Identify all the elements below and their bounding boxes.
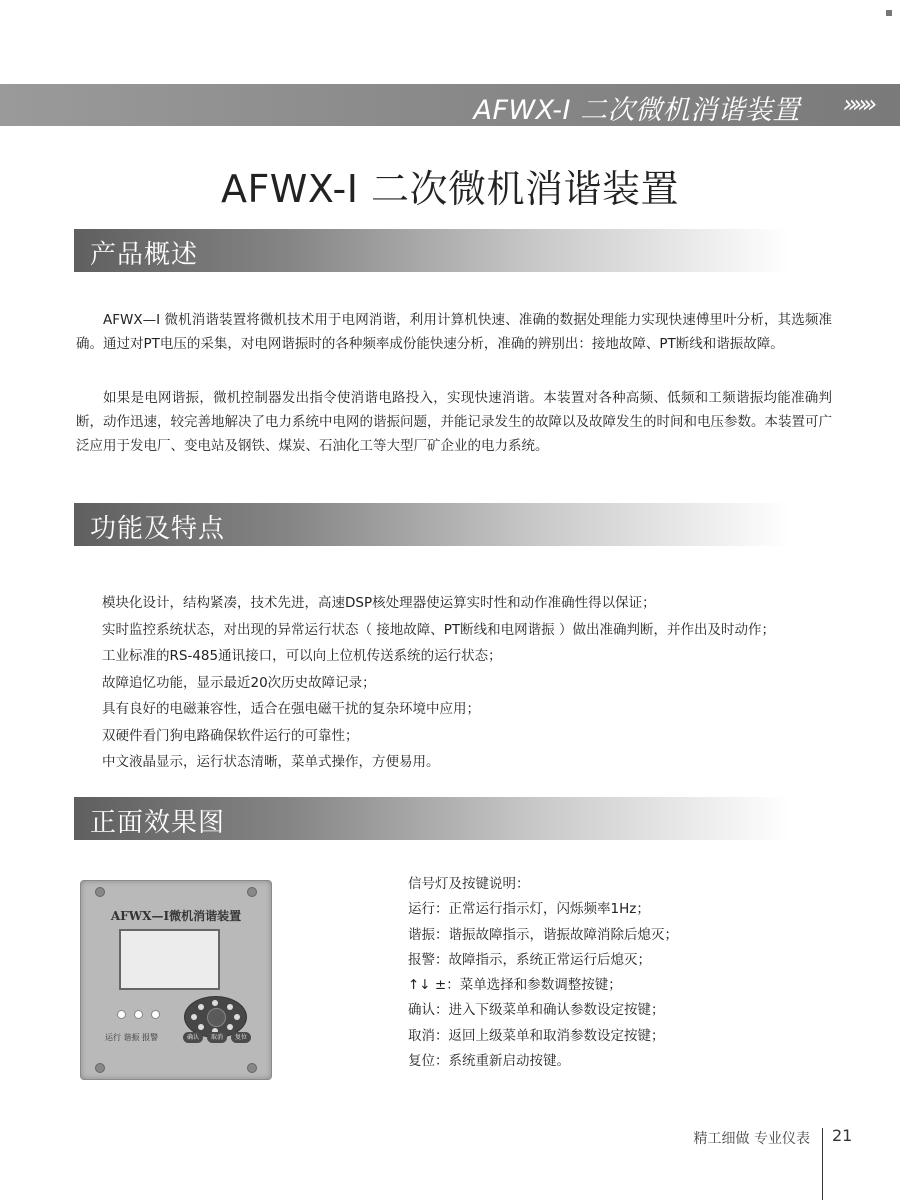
screw-icon <box>95 887 105 897</box>
section-title: 功能及特点 <box>90 514 226 544</box>
banner-title: AFWX-I 二次微机消谐装置 <box>473 95 800 126</box>
key-info-item: 运行：正常运行指示灯，闪烁频率1Hz； <box>408 901 650 918</box>
screw-icon <box>247 1063 257 1073</box>
led-caption: 运行 谐振 报警 <box>105 1033 159 1042</box>
overview-paragraph: 如果是电网谐振，微机控制器发出指令使消谐电路投入，实现快速消谐。本装置对各种高频、低频和工频谐振均能准确判断，动作迅速，较完善地解决了电力系统中电网的谐振问题，并能记录发生的故障以及故障发生的时间和电压参数。本装置可广泛应用于发电厂、变电站及钢铁、煤炭、石油化工等大型厂矿企业的电力系统。 <box>76 390 832 454</box>
overview-paragraph: AFWX—I 微机消谐装置将微机技术用于电网消谐，利用计算机快速、准确的数据处理能力实现快速傅里叶分析，其选频准确。通过对PT电压的采集，对电网谐振时的各种频率成份能快速分析，准确的辨别出：接地故障、PT断线和谐振故障。 <box>76 312 832 352</box>
feature-item: 模块化设计，结构紧凑，技术先进，高速DSP核处理器使运算实时性和动作准确性得以保证； <box>102 595 656 611</box>
indicator-lights <box>117 1004 168 1023</box>
lcd-screen <box>119 929 220 990</box>
device-label: AFWX—I微机消谐装置 <box>110 909 242 923</box>
screw-icon <box>95 1063 105 1073</box>
reset-button: 复位 <box>231 1032 251 1043</box>
section-title: 正面效果图 <box>90 808 226 838</box>
screw-icon <box>247 887 257 897</box>
keypad-dot-icon <box>227 1004 233 1010</box>
section-title: 产品概述 <box>90 240 199 270</box>
resonance-led-icon <box>134 1010 143 1019</box>
key-info-item: 复位：系统重新启动按键。 <box>408 1053 570 1070</box>
keypad-dot-icon <box>227 1024 233 1030</box>
key-info-heading: 信号灯及按键说明： <box>408 876 530 892</box>
corner-mark <box>886 10 892 16</box>
key-info-item: 确认：进入下级菜单和确认参数设定按键； <box>408 1002 665 1019</box>
page-title: AFWX-I 二次微机消谐装置 <box>220 167 680 211</box>
page-number: 21 <box>832 1126 853 1145</box>
feature-item: 具有良好的电磁兼容性，适合在强电磁干扰的复杂环境中应用； <box>102 701 480 717</box>
section-header-features <box>74 503 790 546</box>
section-header-front-view <box>74 797 790 840</box>
feature-item: 实时监控系统状态，对出现的异常运行状态（ 接地故障、PT断线和电网谐振 ）做出准确判断，并作出及时动作； <box>102 621 775 638</box>
feature-item: 故障追忆功能，显示最近20次历史故障记录； <box>102 674 376 691</box>
footer-divider <box>822 1128 823 1200</box>
cancel-button: 取消 <box>207 1032 227 1043</box>
keypad-dot-icon <box>198 1004 204 1010</box>
key-info-item: 取消：返回上级菜单和取消参数设定按键； <box>408 1027 665 1044</box>
minus-icon <box>234 1014 240 1020</box>
footer-slogan: 精工细做 专业仪表 <box>693 1131 810 1147</box>
key-info-item: 谐振：谐振故障指示，谐振故障消除后熄灭； <box>408 926 678 943</box>
feature-item: 双硬件看门狗电路确保软件运行的可靠性； <box>102 727 359 744</box>
feature-list <box>102 590 775 776</box>
feature-item: 工业标准的RS-485通讯接口，可以向上位机传送系统的运行状态； <box>102 648 502 664</box>
section-header-overview <box>74 229 790 272</box>
plus-icon <box>191 1014 197 1020</box>
device-front-panel <box>80 880 272 1080</box>
confirm-button: 确认 <box>183 1032 203 1043</box>
chevrons-right-icon: »»» <box>842 90 872 118</box>
key-info-item: ↑↓ ±：菜单选择和参数调整按键； <box>408 977 622 994</box>
feature-item: 中文液晶显示，运行状态清晰，菜单式操作，方便易用。 <box>102 754 440 770</box>
key-description-list <box>408 872 678 1074</box>
arrow-up-icon <box>212 1000 218 1006</box>
top-banner <box>0 84 900 126</box>
key-info-item: 报警：故障指示，系统正常运行后熄灭； <box>408 951 651 968</box>
keypad-dot-icon <box>198 1024 204 1030</box>
alarm-led-icon <box>151 1010 160 1019</box>
run-led-icon <box>117 1010 126 1019</box>
keypad-center-icon <box>207 1008 226 1027</box>
